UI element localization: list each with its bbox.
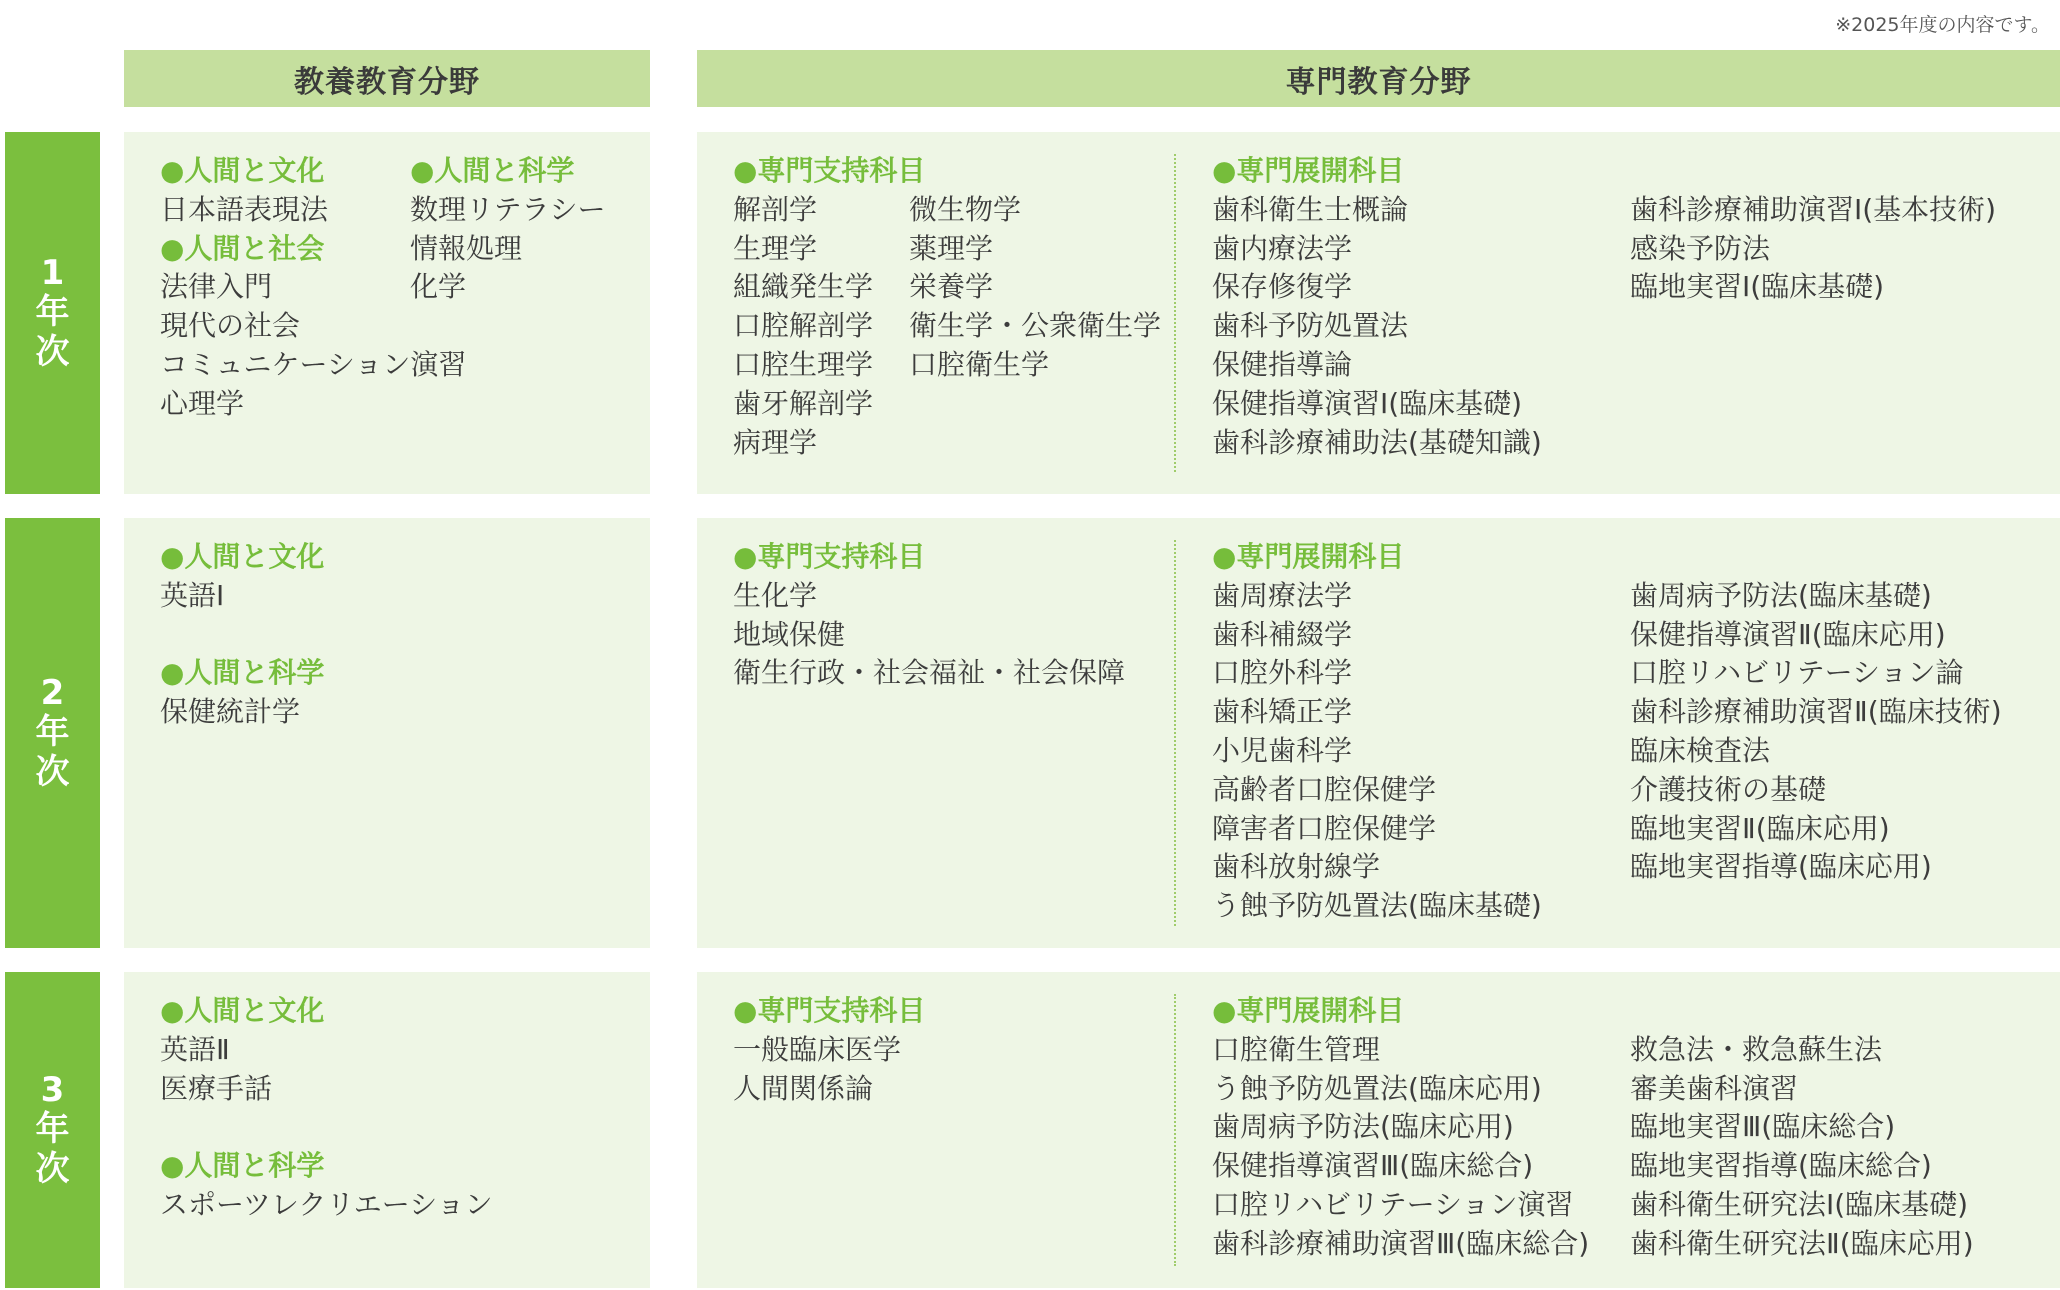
course-item: 歯科診療補助法(基礎知識) <box>1212 425 1542 459</box>
course-item: 解剖学 <box>733 192 818 226</box>
category-heading: ●専門支持科目 <box>733 540 926 573</box>
course-item: 臨地実習Ⅰ(臨床基礎) <box>1630 270 1885 304</box>
course-item: 英語Ⅱ <box>160 1032 230 1066</box>
category-heading: ●専門展開科目 <box>1212 154 1405 187</box>
year1-general-col-b <box>410 152 605 307</box>
year3-dev-col-2 <box>1630 1031 1974 1264</box>
year-number: 1 <box>40 253 65 294</box>
course-item: スポーツレクリエーション <box>160 1187 493 1221</box>
year-label-2 <box>5 518 100 948</box>
year-char: 年 <box>35 1109 70 1150</box>
course-item: コミュニケーション演習 <box>160 347 467 381</box>
category-heading: ●人間と文化 <box>160 154 325 187</box>
category-heading: ●人間と科学 <box>160 1149 325 1183</box>
year-char: 年 <box>35 712 70 753</box>
course-item: 高齢者口腔保健学 <box>1212 772 1437 806</box>
course-item: 臨地実習指導(臨床総合) <box>1630 1149 1932 1183</box>
course-item: う蝕予防処置法(臨床応用) <box>1212 1071 1542 1105</box>
course-item: 保健指導論 <box>1212 347 1353 381</box>
year1-general-panel <box>124 132 650 494</box>
course-item: 歯周病予防法(臨床基礎) <box>1630 578 1932 612</box>
course-item: 組織発生学 <box>733 270 874 304</box>
year2-support-col <box>733 538 1125 693</box>
year2-dev-col-1 <box>1212 538 1542 926</box>
course-item: 情報処理 <box>410 231 523 265</box>
course-item: 微生物学 <box>909 192 1022 226</box>
course-item: 口腔生理学 <box>733 347 874 381</box>
course-item: 薬理学 <box>909 231 994 265</box>
year1-professional-panel <box>697 132 2060 494</box>
year-number: 3 <box>40 1070 65 1111</box>
course-item: 臨地実習指導(臨床応用) <box>1630 850 1932 884</box>
dotted-divider <box>1174 540 1176 926</box>
year-label-1 <box>5 132 100 494</box>
course-item: 英語Ⅰ <box>160 578 225 612</box>
category-heading: ●専門支持科目 <box>733 154 926 187</box>
course-item: 病理学 <box>733 425 818 459</box>
course-item: 歯科診療補助演習Ⅰ(基本技術) <box>1630 192 1997 226</box>
header-general-education: 教養教育分野 <box>124 50 650 107</box>
course-item: 歯科放射線学 <box>1212 850 1381 884</box>
category-heading: ●専門展開科目 <box>1212 994 1405 1027</box>
course-item: 生理学 <box>733 231 818 265</box>
course-item: 人間関係論 <box>733 1071 874 1105</box>
course-item: 保存修復学 <box>1212 270 1353 304</box>
course-item: 審美歯科演習 <box>1630 1071 1799 1105</box>
course-item: 歯周病予防法(臨床応用) <box>1212 1110 1514 1144</box>
course-item: 保健指導演習Ⅲ(臨床総合) <box>1212 1149 1534 1183</box>
year1-support-col-2 <box>909 191 1161 385</box>
year1-dev-col-2 <box>1630 191 1996 307</box>
category-heading: ●人間と文化 <box>160 540 325 573</box>
year-char: 次 <box>35 751 70 792</box>
year3-professional-panel <box>697 972 2060 1288</box>
year2-professional-panel <box>697 518 2060 948</box>
year3-general-col <box>160 992 493 1225</box>
course-item: 化学 <box>410 270 467 304</box>
course-item: 保健指導演習Ⅰ(臨床基礎) <box>1212 386 1523 420</box>
course-item: 臨床検査法 <box>1630 733 1771 767</box>
year3-dev-col-1 <box>1212 992 1589 1264</box>
course-item: 歯科衛生研究法Ⅰ(臨床基礎) <box>1630 1187 1969 1221</box>
course-item: 歯科診療補助演習Ⅱ(臨床技術) <box>1630 695 2002 729</box>
course-item: 栄養学 <box>909 270 994 304</box>
course-item: 臨地実習Ⅱ(臨床応用) <box>1630 811 1890 845</box>
course-item: 歯内療法学 <box>1212 231 1353 265</box>
year-note: ※2025年度の内容です。 <box>1835 14 2050 36</box>
course-item: 歯科診療補助演習Ⅲ(臨床総合) <box>1212 1226 1590 1260</box>
category-heading: ●人間と社会 <box>160 231 325 265</box>
category-heading: ●人間と科学 <box>160 656 325 690</box>
course-item: 心理学 <box>160 386 245 420</box>
course-item: 日本語表現法 <box>160 192 329 226</box>
course-item: 現代の社会 <box>160 309 301 343</box>
course-item: 口腔外科学 <box>1212 656 1353 690</box>
category-heading: ●専門支持科目 <box>733 994 926 1027</box>
course-item: 小児歯科学 <box>1212 733 1353 767</box>
year2-general-col <box>160 538 324 732</box>
year-char: 次 <box>35 331 70 372</box>
course-item: 歯科矯正学 <box>1212 695 1353 729</box>
category-heading: ●専門展開科目 <box>1212 540 1405 573</box>
course-item: 医療手話 <box>160 1071 273 1105</box>
course-item: 保健統計学 <box>160 695 301 729</box>
category-heading: ●人間と文化 <box>160 994 325 1027</box>
course-item: 口腔衛生学 <box>909 347 1050 381</box>
year-label-3 <box>5 972 100 1288</box>
year1-dev-col-1 <box>1212 152 1542 462</box>
course-item: 歯科補綴学 <box>1212 617 1353 651</box>
dotted-divider <box>1174 994 1176 1266</box>
course-item: 口腔衛生管理 <box>1212 1032 1381 1066</box>
course-item: 保健指導演習Ⅱ(臨床応用) <box>1630 617 1946 651</box>
year3-support-col <box>733 992 925 1108</box>
year-char: 年 <box>35 292 70 333</box>
year-char: 次 <box>35 1148 70 1189</box>
course-item: う蝕予防処置法(臨床基礎) <box>1212 889 1542 923</box>
course-item: 衛生学・公衆衛生学 <box>909 309 1162 343</box>
course-item: 歯科予防処置法 <box>1212 309 1409 343</box>
course-item: 歯科衛生士概論 <box>1212 192 1409 226</box>
year3-general-panel <box>124 972 650 1288</box>
course-item: 法律入門 <box>160 270 273 304</box>
course-item: 一般臨床医学 <box>733 1032 902 1066</box>
course-item: 生化学 <box>733 578 818 612</box>
course-item: 介護技術の基礎 <box>1630 772 1827 806</box>
course-item: 口腔リハビリテーション演習 <box>1212 1187 1574 1221</box>
year2-general-panel <box>124 518 650 948</box>
course-item: 衛生行政・社会福祉・社会保障 <box>733 656 1126 690</box>
course-item: 口腔解剖学 <box>733 309 874 343</box>
year1-support-col-1 <box>733 152 925 462</box>
course-item: 地域保健 <box>733 617 846 651</box>
course-item: 口腔リハビリテーション論 <box>1630 656 1964 690</box>
dotted-divider <box>1174 154 1176 472</box>
course-item: 感染予防法 <box>1630 231 1771 265</box>
header-professional-education: 専門教育分野 <box>697 50 2060 107</box>
year2-dev-col-2 <box>1630 577 2002 887</box>
course-item: 臨地実習Ⅲ(臨床総合) <box>1630 1110 1896 1144</box>
year-number: 2 <box>40 673 65 714</box>
spacer <box>160 1108 493 1147</box>
category-heading: ●人間と科学 <box>410 154 575 187</box>
course-item: 歯牙解剖学 <box>733 386 874 420</box>
course-item: 数理リテラシー <box>410 192 606 226</box>
course-item: 障害者口腔保健学 <box>1212 811 1437 845</box>
course-item: 歯科衛生研究法Ⅱ(臨床応用) <box>1630 1226 1974 1260</box>
course-item: 歯周療法学 <box>1212 578 1353 612</box>
course-item: 救急法・救急蘇生法 <box>1630 1032 1883 1066</box>
spacer <box>160 616 324 655</box>
